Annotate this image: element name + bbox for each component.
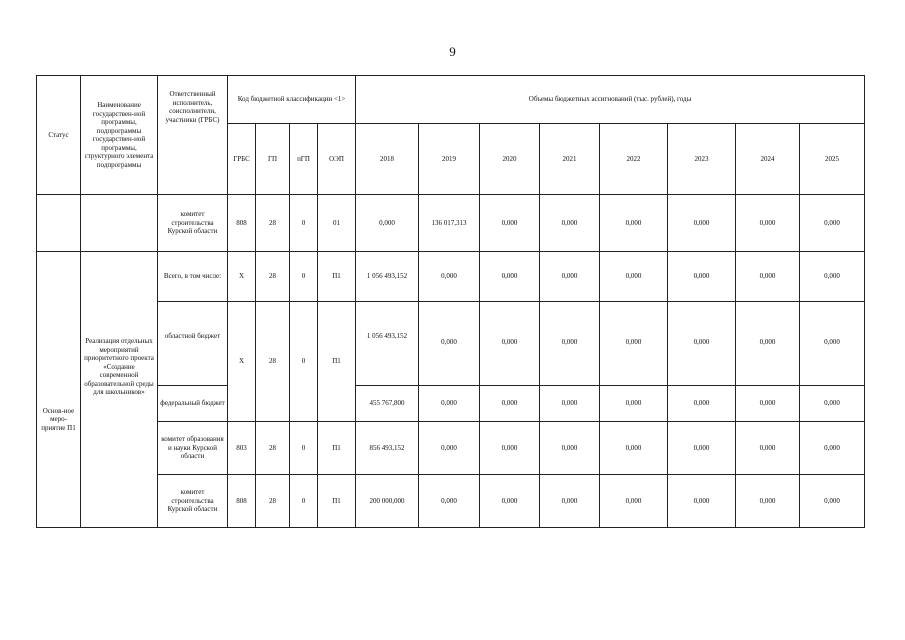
header-volumes: Объемы бюджетных ассигнований (тыс. рублей), годы — [356, 76, 865, 124]
gp-cell: 28 — [256, 302, 290, 422]
value-cell: 856 493,152 — [356, 422, 419, 475]
table-row — [37, 302, 865, 386]
pgp-cell: 0 — [290, 475, 318, 528]
value-cell: 0,000 — [480, 302, 540, 386]
value-cell: 0,000 — [800, 422, 865, 475]
value-cell: 0,000 — [668, 422, 736, 475]
value-cell: 0,000 — [668, 195, 736, 252]
status-cell: Основ-ное меро-приятие П1 — [37, 252, 81, 528]
value-cell: 0,000 — [800, 475, 865, 528]
header-year: 2023 — [668, 124, 736, 195]
value-cell: 0,000 — [600, 475, 668, 528]
pgp-cell: 0 — [290, 302, 318, 422]
gp-cell: 28 — [256, 422, 290, 475]
executor-cell: Всего, в том числе: — [158, 252, 228, 302]
value-cell: 0,000 — [800, 386, 865, 422]
gp-cell: 28 — [256, 475, 290, 528]
value-cell: 0,000 — [419, 386, 480, 422]
table-row — [37, 252, 865, 302]
grbs-cell: 808 — [228, 475, 256, 528]
value-cell: 0,000 — [800, 195, 865, 252]
header-year: 2020 — [480, 124, 540, 195]
header-oem: ОЭП — [318, 124, 356, 195]
gp-cell: 28 — [256, 195, 290, 252]
value-cell: 0,000 — [480, 422, 540, 475]
oem-cell: 01 — [318, 195, 356, 252]
header-row-top — [37, 76, 865, 124]
oem-cell: П1 — [318, 302, 356, 422]
value-cell: 0,000 — [600, 422, 668, 475]
value-cell: 0,000 — [540, 422, 600, 475]
value-cell: 0,000 — [540, 302, 600, 386]
value-cell: 0,000 — [419, 252, 480, 302]
page-number: 9 — [449, 44, 456, 59]
value-cell: 0,000 — [356, 195, 419, 252]
grbs-cell: 808 — [228, 195, 256, 252]
header-year: 2024 — [736, 124, 800, 195]
value-cell: 0,000 — [600, 386, 668, 422]
header-grbs: ГРБС — [228, 124, 256, 195]
value-cell: 0,000 — [480, 195, 540, 252]
header-status: Статус — [37, 76, 81, 195]
value-cell: 0,000 — [668, 475, 736, 528]
value-cell: 0,000 — [800, 302, 865, 386]
header-kbk: Код бюджетной классификации <1> — [228, 76, 356, 124]
header-executor: Ответственный исполнитель, соисполнители, участники (ГРБС) — [158, 76, 228, 195]
header-year: 2018 — [356, 124, 419, 195]
header-year: 2021 — [540, 124, 600, 195]
header-program-name: Наименование государствен-ной программы, подпрограммы государствен-ной программы, структурного элемента подпрограммы — [81, 76, 158, 195]
value-cell: 0,000 — [419, 475, 480, 528]
value-cell: 0,000 — [736, 302, 800, 386]
oem-cell: П1 — [318, 252, 356, 302]
value-cell: 0,000 — [800, 252, 865, 302]
header-year: 2025 — [800, 124, 865, 195]
header-pgp: пГП — [290, 124, 318, 195]
value-cell: 200 000,000 — [356, 475, 419, 528]
table-row — [37, 475, 865, 528]
header-year: 2019 — [419, 124, 480, 195]
grbs-cell: 803 — [228, 422, 256, 475]
value-cell: 455 767,800 — [356, 386, 419, 422]
value-cell: 0,000 — [736, 195, 800, 252]
executor-cell: комитет образования и науки Курской области — [158, 422, 228, 475]
value-cell: 0,000 — [736, 422, 800, 475]
value-cell: 0,000 — [419, 302, 480, 386]
header-gp: ГП — [256, 124, 290, 195]
executor-cell: комитет строительства Курской области — [158, 195, 228, 252]
budget-table — [36, 75, 865, 528]
value-cell: 136 017,313 — [419, 195, 480, 252]
value-cell: 0,000 — [540, 475, 600, 528]
value-cell: 0,000 — [540, 252, 600, 302]
header-year: 2022 — [600, 124, 668, 195]
value-cell: 0,000 — [668, 252, 736, 302]
value-cell: 0,000 — [540, 386, 600, 422]
oem-cell: П1 — [318, 475, 356, 528]
value-cell: 1 056 493,152 — [356, 302, 419, 386]
oem-cell: П1 — [318, 422, 356, 475]
value-cell: 0,000 — [480, 475, 540, 528]
table-row — [37, 422, 865, 475]
grbs-cell: X — [228, 252, 256, 302]
table-row — [37, 195, 865, 252]
pgp-cell: 0 — [290, 195, 318, 252]
value-cell: 0,000 — [480, 386, 540, 422]
table-row — [37, 386, 865, 422]
value-cell: 0,000 — [668, 302, 736, 386]
value-cell: 0,000 — [540, 195, 600, 252]
gp-cell: 28 — [256, 252, 290, 302]
value-cell: 0,000 — [736, 252, 800, 302]
executor-cell: комитет строительства Курской области — [158, 475, 228, 528]
value-cell: 1 056 493,152 — [356, 252, 419, 302]
value-cell: 0,000 — [736, 475, 800, 528]
value-cell: 0,000 — [600, 252, 668, 302]
program-cell: Реализация отдельных мероприятий приоритетного проекта «Создание современной образовательной среды для школьников» — [81, 252, 158, 528]
value-cell: 0,000 — [600, 195, 668, 252]
value-cell: 0,000 — [600, 302, 668, 386]
executor-cell: областной бюджет — [158, 302, 228, 386]
executor-cell: федеральный бюджет — [158, 386, 228, 422]
value-cell: 0,000 — [480, 252, 540, 302]
pgp-cell: 0 — [290, 252, 318, 302]
grbs-cell: X — [228, 302, 256, 422]
value-cell: 0,000 — [736, 386, 800, 422]
empty-status-cell — [37, 195, 81, 252]
pgp-cell: 0 — [290, 422, 318, 475]
value-cell: 0,000 — [419, 422, 480, 475]
value-cell: 0,000 — [668, 386, 736, 422]
empty-program-cell — [81, 195, 158, 252]
